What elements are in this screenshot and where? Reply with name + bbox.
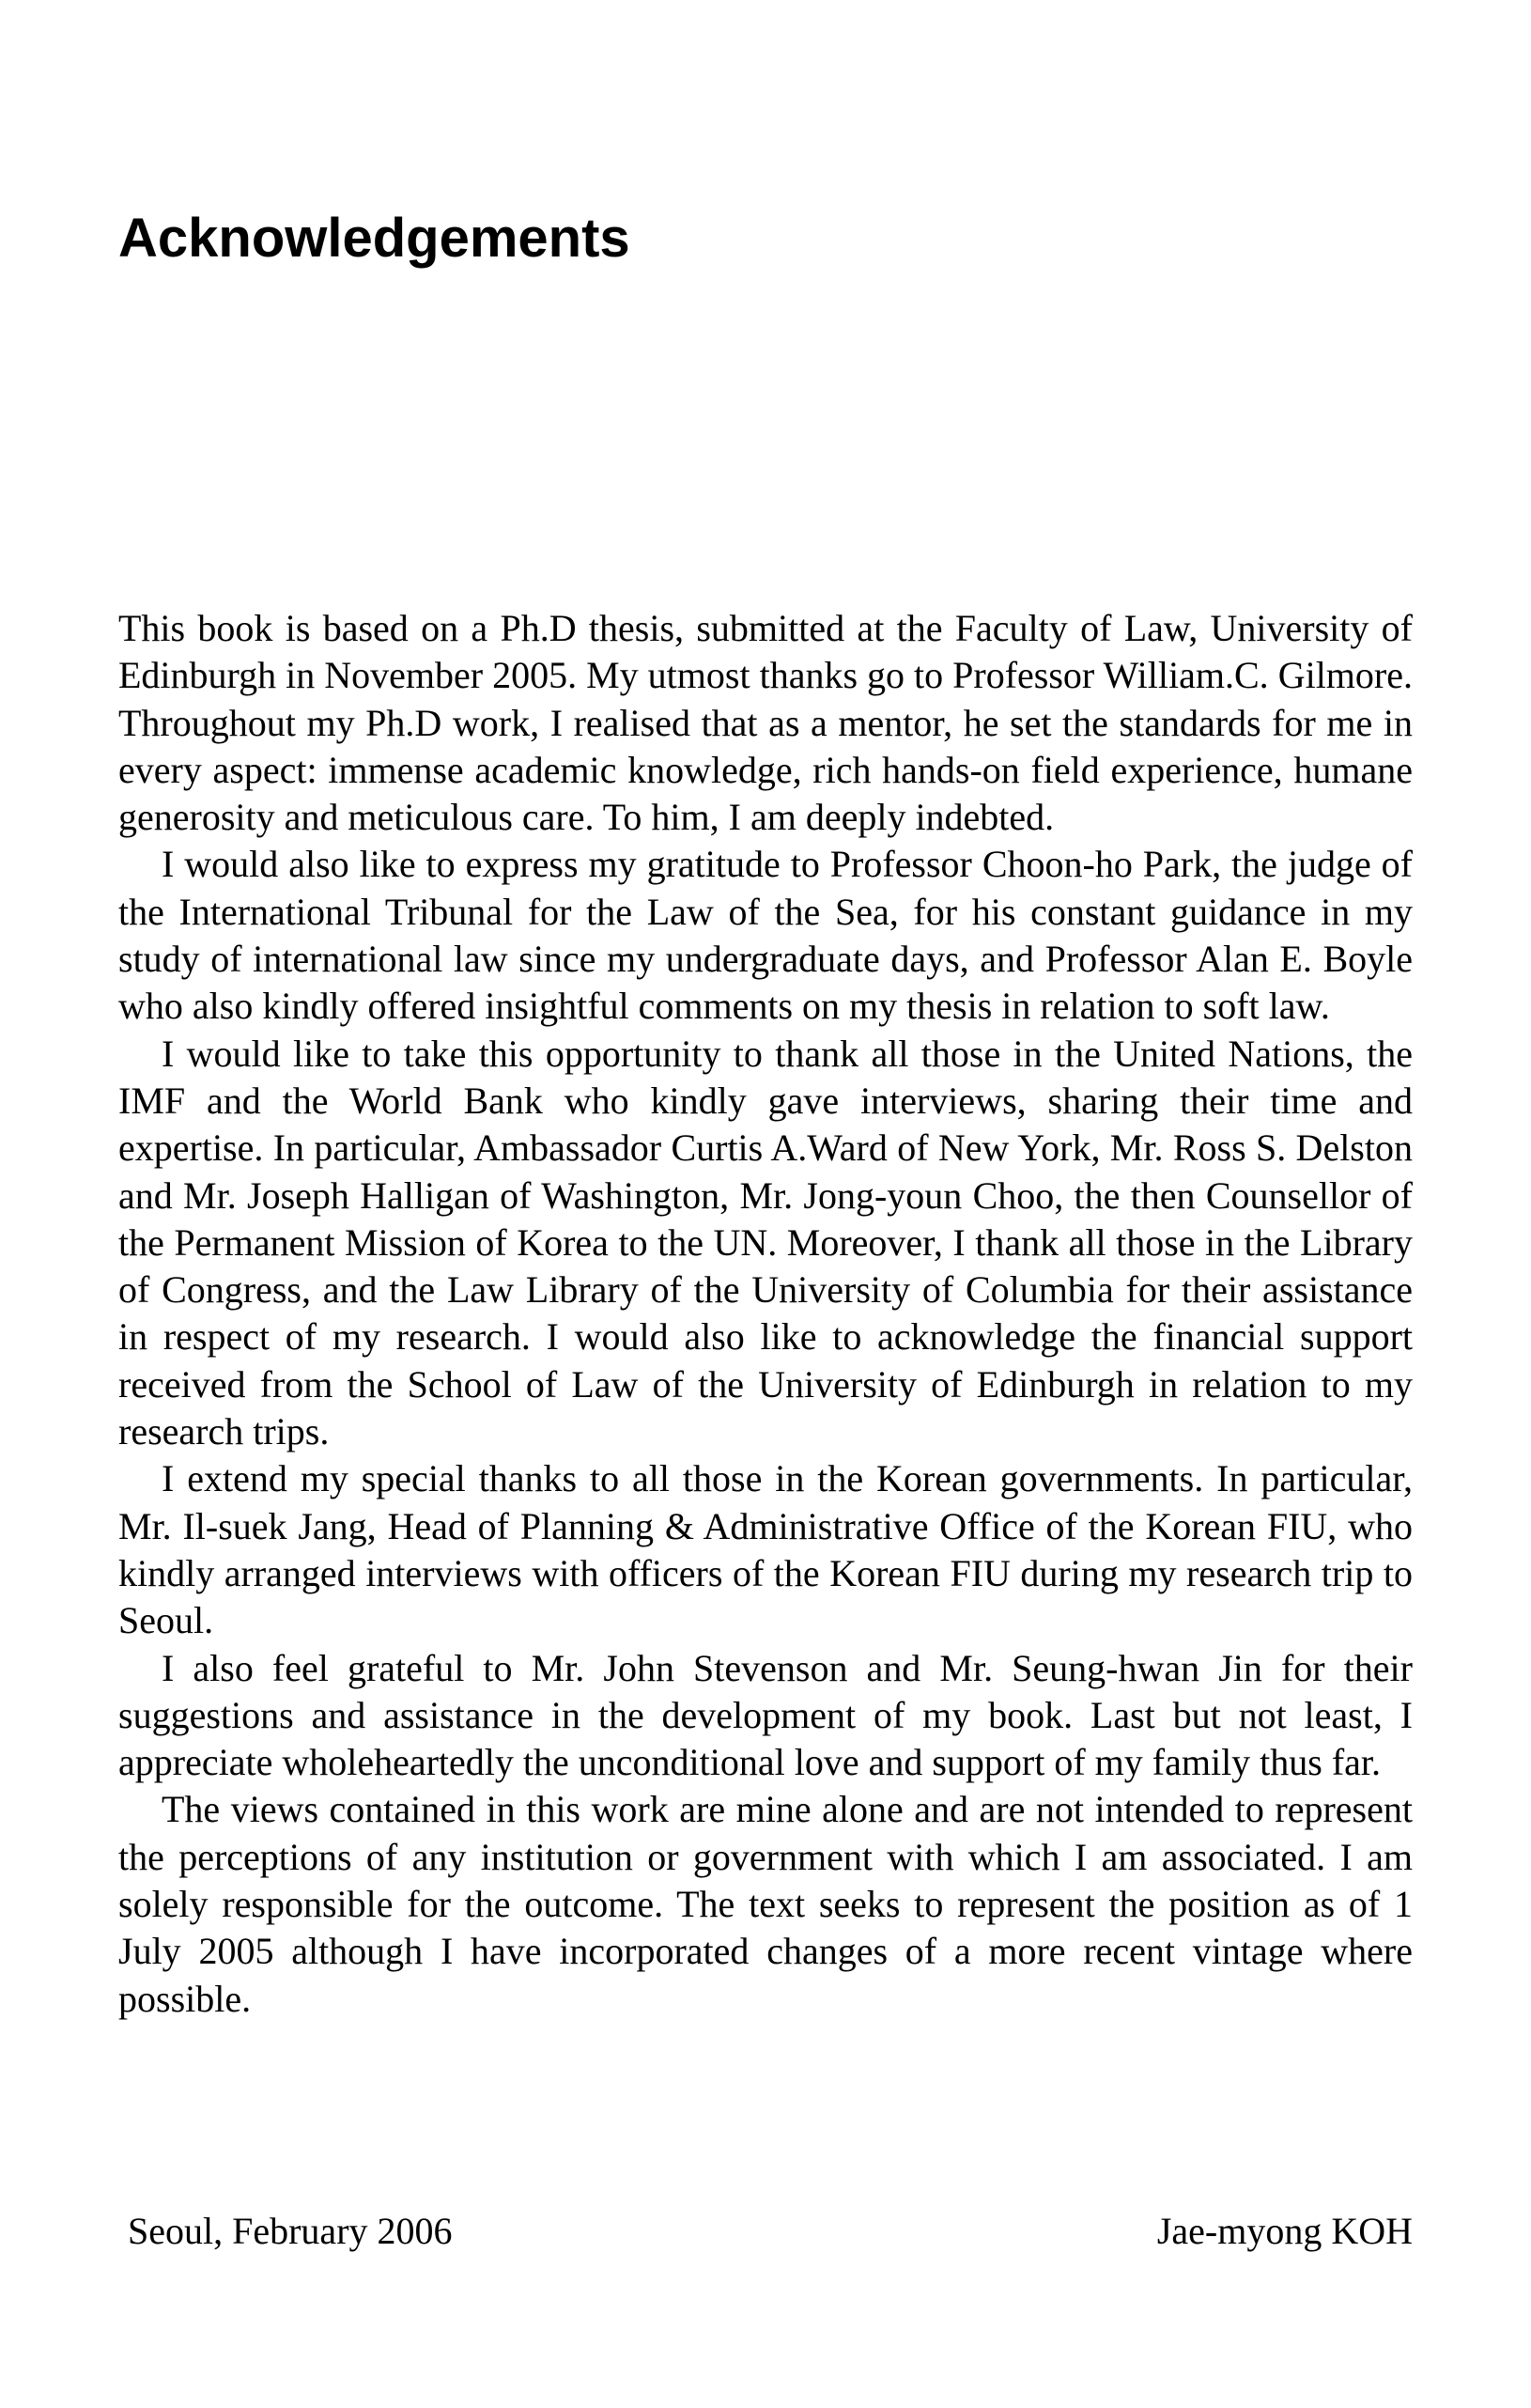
paragraph-gratitude: I would also like to express my gratitude to Professor Choon-ho Park, the judge of the International Tribunal for the Law of the Sea, for his constant guidance in my study of international law since my undergraduate days, and Professor Alan E. Boyle who also kindly offered insightful comments on my thesis in relation to soft law. (118, 843, 1413, 1028)
signoff-place-date: Seoul, February 2006 (128, 2210, 453, 2252)
paragraph-family: I also feel grateful to Mr. John Stevenson and Mr. Seung-hwan Jin for their suggestions and assistance in the development of my book. Last but not least, I appreciate wholeheartedly the unconditional love and support of my family thus far. (118, 1646, 1413, 1784)
paragraph-korean-government: I extend my special thanks to all those in the Korean governments. In particular, Mr. Il-suek Jang, Head of Planning & Administrative Office of the Korean FIU, who kindly arranged interviews with officers of the Korean FIU during my research trip to Seoul. (118, 1457, 1413, 1642)
signoff (128, 2208, 1413, 2255)
page-title: Acknowledgements (118, 208, 630, 269)
paragraph-views: The views contained in this work are mine alone and are not intended to represent the perceptions of any institution or government with which I am associated. I am solely responsible for the outcome. The text seeks to represent the position as of 1 July 2005 although I have incorporated changes of a more recent vintage where possible. (118, 1788, 1413, 2020)
signoff-author: Jae-myong KOH (1156, 2210, 1413, 2252)
document-body (118, 605, 1413, 2023)
paragraph-thesis: This book is based on a Ph.D thesis, submitted at the Faculty of Law, University of Edinburgh in November 2005. My utmost thanks go to Professor William.C. Gilmore. Throughout my Ph.D work, I realised that as a mentor, he set the standards for me in every aspect: immense academic knowledge, rich hands-on field experience, humane generosity and meticulous care. To him, I am deeply indebted. (118, 607, 1413, 839)
paragraph-interviews: I would like to take this opportunity to thank all those in the United Nations, the IMF and the World Bank who kindly gave interviews, sharing their time and expertise. In particular, Ambassador Curtis A.Ward of New York, Mr. Ross S. Delston and Mr. Joseph Halligan of Washington, Mr. Jong-youn Choo, the then Counsellor of the Permanent Mission of Korea to the UN. Moreover, I thank all those in the Library of Congress, and the Law Library of the University of Columbia for their assistance in respect of my research. I would also like to acknowledge the financial support received from the School of Law of the University of Edinburgh in relation to my research trips. (118, 1032, 1413, 1453)
